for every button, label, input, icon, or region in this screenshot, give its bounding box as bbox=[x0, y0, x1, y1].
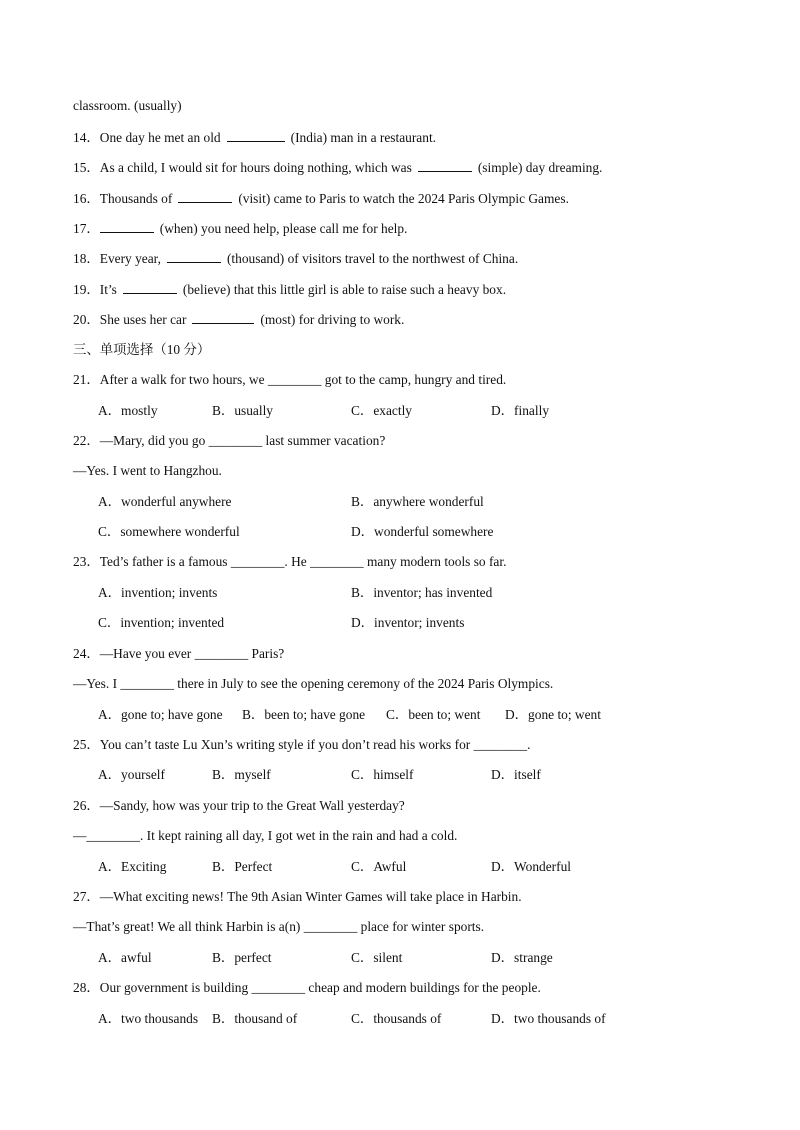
question-text: 20．She uses her car bbox=[73, 312, 187, 327]
question-21: 21．After a walk for two hours, we ________ got to the camp, hungry and tired. bbox=[73, 372, 507, 387]
question-26: 26．—Sandy, how was your trip to the Great Wall yesterday? bbox=[73, 798, 405, 813]
question-text: 17． bbox=[73, 221, 100, 236]
answer-line: —Yes. I ________ there in July to see the opening ceremony of the 2024 Paris Olympics. bbox=[73, 676, 554, 691]
question-text: 16．Thousands of bbox=[73, 191, 173, 206]
question-text: (thousand) of visitors travel to the northwest of China. bbox=[226, 251, 519, 266]
answer-blank bbox=[178, 189, 232, 203]
text-line: classroom. (usually) bbox=[73, 98, 182, 113]
options-row bbox=[98, 402, 738, 420]
option-b[interactable]: B．Perfect bbox=[212, 859, 273, 874]
option-c[interactable]: C．exactly bbox=[351, 403, 412, 418]
question-18 bbox=[73, 249, 518, 268]
option-a[interactable]: A．two thousands bbox=[98, 1011, 199, 1026]
question-16 bbox=[73, 189, 569, 208]
options-row bbox=[98, 858, 738, 876]
question-22: 22．—Mary, did you go ________ last summer vacation? bbox=[73, 433, 386, 448]
question-23: 23．Ted’s father is a famous ________. He ________ many modern tools so far. bbox=[73, 554, 507, 569]
question-text: 19．It’s bbox=[73, 282, 117, 297]
options-row bbox=[98, 614, 738, 632]
options-row bbox=[98, 584, 738, 602]
option-c[interactable]: C．Awful bbox=[351, 859, 407, 874]
option-a[interactable]: A．wonderful anywhere bbox=[98, 494, 232, 509]
options-row bbox=[98, 949, 738, 967]
question-25: 25．You can’t taste Lu Xun’s writing style if you don’t read his works for ________. bbox=[73, 737, 531, 752]
option-a[interactable]: A．mostly bbox=[98, 403, 158, 418]
answer-line: —That’s great! We all think Harbin is a(n) ________ place for winter sports. bbox=[73, 919, 485, 934]
question-27: 27．—What exciting news! The 9th Asian Winter Games will take place in Harbin. bbox=[73, 889, 522, 904]
option-a[interactable]: A．invention; invents bbox=[98, 585, 218, 600]
section-heading: 三、单项选择（10 分） bbox=[73, 342, 211, 357]
option-a[interactable]: A．awful bbox=[98, 950, 152, 965]
question-text: (visit) came to Paris to watch the 2024 Paris Olympic Games. bbox=[238, 191, 569, 206]
question-text: 18．Every year, bbox=[73, 251, 161, 266]
option-c[interactable]: C．silent bbox=[351, 950, 403, 965]
answer-blank bbox=[418, 158, 472, 172]
options-row bbox=[98, 1010, 738, 1028]
answer-blank bbox=[227, 128, 285, 142]
question-17 bbox=[73, 219, 407, 238]
option-b[interactable]: B．been to; have gone bbox=[242, 707, 366, 722]
answer-line: —________. It kept raining all day, I got wet in the rain and had a cold. bbox=[73, 828, 458, 843]
option-d[interactable]: D．strange bbox=[491, 950, 553, 965]
question-text: 14．One day he met an old bbox=[73, 130, 221, 145]
option-a[interactable]: A．Exciting bbox=[98, 859, 167, 874]
option-d[interactable]: D．gone to; went bbox=[505, 707, 601, 722]
question-text: (simple) day dreaming. bbox=[477, 160, 603, 175]
question-text: (most) for driving to work. bbox=[260, 312, 405, 327]
options-row bbox=[98, 766, 738, 784]
options-row bbox=[98, 706, 738, 724]
answer-blank bbox=[192, 310, 254, 324]
question-text: 15．As a child, I would sit for hours doing nothing, which was bbox=[73, 160, 412, 175]
answer-blank bbox=[100, 219, 154, 233]
option-d[interactable]: D．itself bbox=[491, 767, 541, 782]
question-24: 24．—Have you ever ________ Paris? bbox=[73, 646, 285, 661]
question-19 bbox=[73, 280, 506, 299]
option-d[interactable]: D．inventor; invents bbox=[351, 615, 465, 630]
option-c[interactable]: C．himself bbox=[351, 767, 414, 782]
option-d[interactable]: D．Wonderful bbox=[491, 859, 571, 874]
option-d[interactable]: D．wonderful somewhere bbox=[351, 524, 494, 539]
option-b[interactable]: B．thousand of bbox=[212, 1011, 298, 1026]
option-d[interactable]: D．finally bbox=[491, 403, 550, 418]
option-a[interactable]: A．yourself bbox=[98, 767, 165, 782]
question-text: (believe) that this little girl is able to raise such a heavy box. bbox=[182, 282, 507, 297]
options-row bbox=[98, 523, 738, 541]
option-b[interactable]: B．anywhere wonderful bbox=[351, 494, 484, 509]
answer-line: —Yes. I went to Hangzhou. bbox=[73, 463, 222, 478]
option-c[interactable]: C．somewhere wonderful bbox=[98, 524, 240, 539]
question-20 bbox=[73, 310, 404, 329]
option-b[interactable]: B．myself bbox=[212, 767, 271, 782]
answer-blank bbox=[167, 249, 221, 263]
question-14 bbox=[73, 128, 436, 147]
option-b[interactable]: B．usually bbox=[212, 403, 274, 418]
option-b[interactable]: B．perfect bbox=[212, 950, 272, 965]
question-15 bbox=[73, 158, 602, 177]
option-c[interactable]: C．been to; went bbox=[386, 707, 481, 722]
option-a[interactable]: A．gone to; have gone bbox=[98, 707, 223, 722]
answer-blank bbox=[123, 280, 177, 294]
question-text: (India) man in a restaurant. bbox=[290, 130, 437, 145]
option-c[interactable]: C．invention; invented bbox=[98, 615, 225, 630]
options-row bbox=[98, 493, 738, 511]
question-text: (when) you need help, please call me for help. bbox=[159, 221, 408, 236]
option-b[interactable]: B．inventor; has invented bbox=[351, 585, 493, 600]
option-c[interactable]: C．thousands of bbox=[351, 1011, 442, 1026]
question-28: 28．Our government is building ________ cheap and modern buildings for the people. bbox=[73, 980, 541, 995]
option-d[interactable]: D．two thousands of bbox=[491, 1011, 606, 1026]
